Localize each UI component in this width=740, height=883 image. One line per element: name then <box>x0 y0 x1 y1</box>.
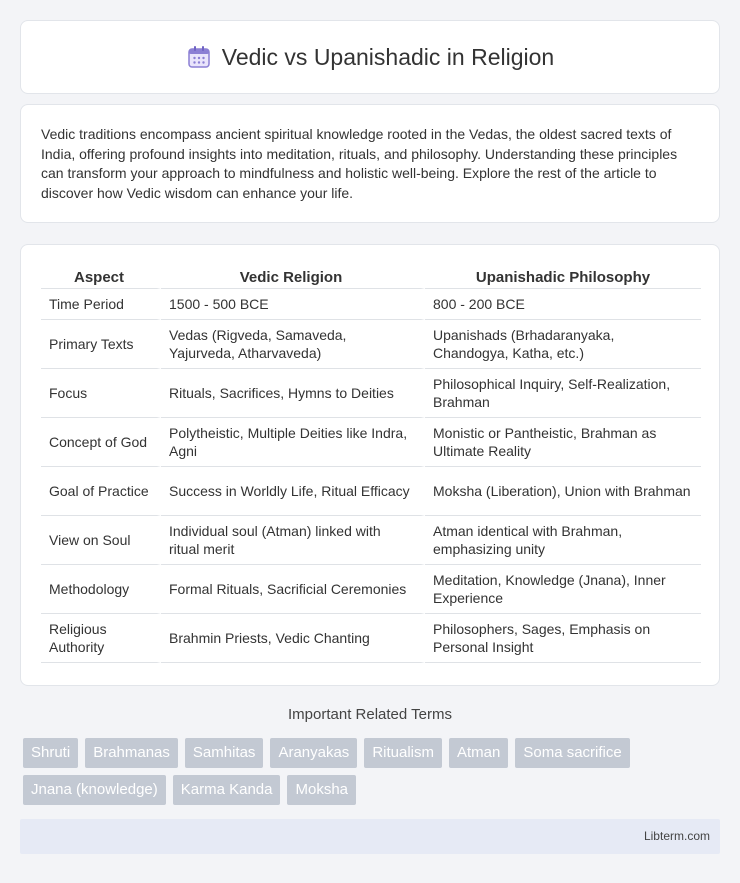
row-upanishadic: Upanishads (Brhadaranyaka, Chandogya, Katha, etc.) <box>425 320 701 369</box>
tag-brahmanas[interactable]: Brahmanas <box>85 738 178 768</box>
tag-atman[interactable]: Atman <box>449 738 508 768</box>
row-vedic: Brahmin Priests, Vedic Chanting <box>161 614 425 663</box>
table-row <box>41 614 701 663</box>
table-row <box>41 516 701 565</box>
header-upanishadic: Upanishadic Philosophy <box>425 265 701 289</box>
row-aspect: Time Period <box>41 289 161 320</box>
table-row <box>41 467 701 516</box>
comparison-card <box>20 244 720 686</box>
table-row <box>41 289 701 320</box>
tag-moksha[interactable]: Moksha <box>287 775 356 805</box>
row-aspect: Primary Texts <box>41 320 161 369</box>
related-terms-title: Important Related Terms <box>288 706 452 723</box>
header-vedic: Vedic Religion <box>161 265 425 289</box>
tag-jnana[interactable]: Jnana (knowledge) <box>23 775 166 805</box>
intro-card <box>20 104 720 223</box>
row-upanishadic: Moksha (Liberation), Union with Brahman <box>425 467 701 516</box>
title-card <box>20 20 720 94</box>
table-row <box>41 369 701 418</box>
row-upanishadic: Philosophers, Sages, Emphasis on Personal Insight <box>425 614 701 663</box>
tag-shruti[interactable]: Shruti <box>23 738 78 768</box>
tag-samhitas[interactable]: Samhitas <box>185 738 264 768</box>
row-upanishadic: Meditation, Knowledge (Jnana), Inner Experience <box>425 565 701 614</box>
footer-site-link[interactable]: Libterm.com <box>643 829 710 843</box>
calendar-icon <box>186 44 212 70</box>
row-upanishadic: Monistic or Pantheistic, Brahman as Ultimate Reality <box>425 418 701 467</box>
page-title: Vedic vs Upanishadic in Religion <box>221 43 555 70</box>
row-vedic: 1500 - 500 BCE <box>161 289 425 320</box>
table-row <box>41 418 701 467</box>
row-aspect: Methodology <box>41 565 161 614</box>
table-row <box>41 565 701 614</box>
comparison-table <box>41 265 701 663</box>
row-aspect: Goal of Practice <box>41 467 161 516</box>
row-aspect: Focus <box>41 369 161 418</box>
row-upanishadic: Atman identical with Brahman, emphasizing unity <box>425 516 701 565</box>
related-terms-list <box>23 738 723 805</box>
row-vedic: Vedas (Rigveda, Samaveda, Yajurveda, Atharvaveda) <box>161 320 425 369</box>
footer <box>20 819 720 854</box>
row-vedic: Polytheistic, Multiple Deities like Indra, Agni <box>161 418 425 467</box>
row-aspect: Religious Authority <box>41 614 161 663</box>
row-vedic: Individual soul (Atman) linked with ritual merit <box>161 516 425 565</box>
row-upanishadic: Philosophical Inquiry, Self-Realization, Brahman <box>425 369 701 418</box>
tag-karma-kanda[interactable]: Karma Kanda <box>173 775 281 805</box>
row-upanishadic: 800 - 200 BCE <box>425 289 701 320</box>
row-vedic: Formal Rituals, Sacrificial Ceremonies <box>161 565 425 614</box>
intro-text: Vedic traditions encompass ancient spiritual knowledge rooted in the Vedas, the oldest sacred texts of India, offering profound insights into meditation, rituals, and philosophy. Understanding these principles can transform your approach to mindfulness and holistic well-being. Explore the rest of the article to discover how Vedic wisdom can enhance your life. <box>41 126 678 201</box>
row-vedic: Rituals, Sacrifices, Hymns to Deities <box>161 369 425 418</box>
tag-aranyakas[interactable]: Aranyakas <box>270 738 357 768</box>
row-vedic: Success in Worldly Life, Ritual Efficacy <box>161 467 425 516</box>
header-aspect: Aspect <box>41 265 161 289</box>
table-row <box>41 320 701 369</box>
row-aspect: Concept of God <box>41 418 161 467</box>
tag-soma-sacrifice[interactable]: Soma sacrifice <box>515 738 629 768</box>
tag-ritualism[interactable]: Ritualism <box>364 738 442 768</box>
row-aspect: View on Soul <box>41 516 161 565</box>
